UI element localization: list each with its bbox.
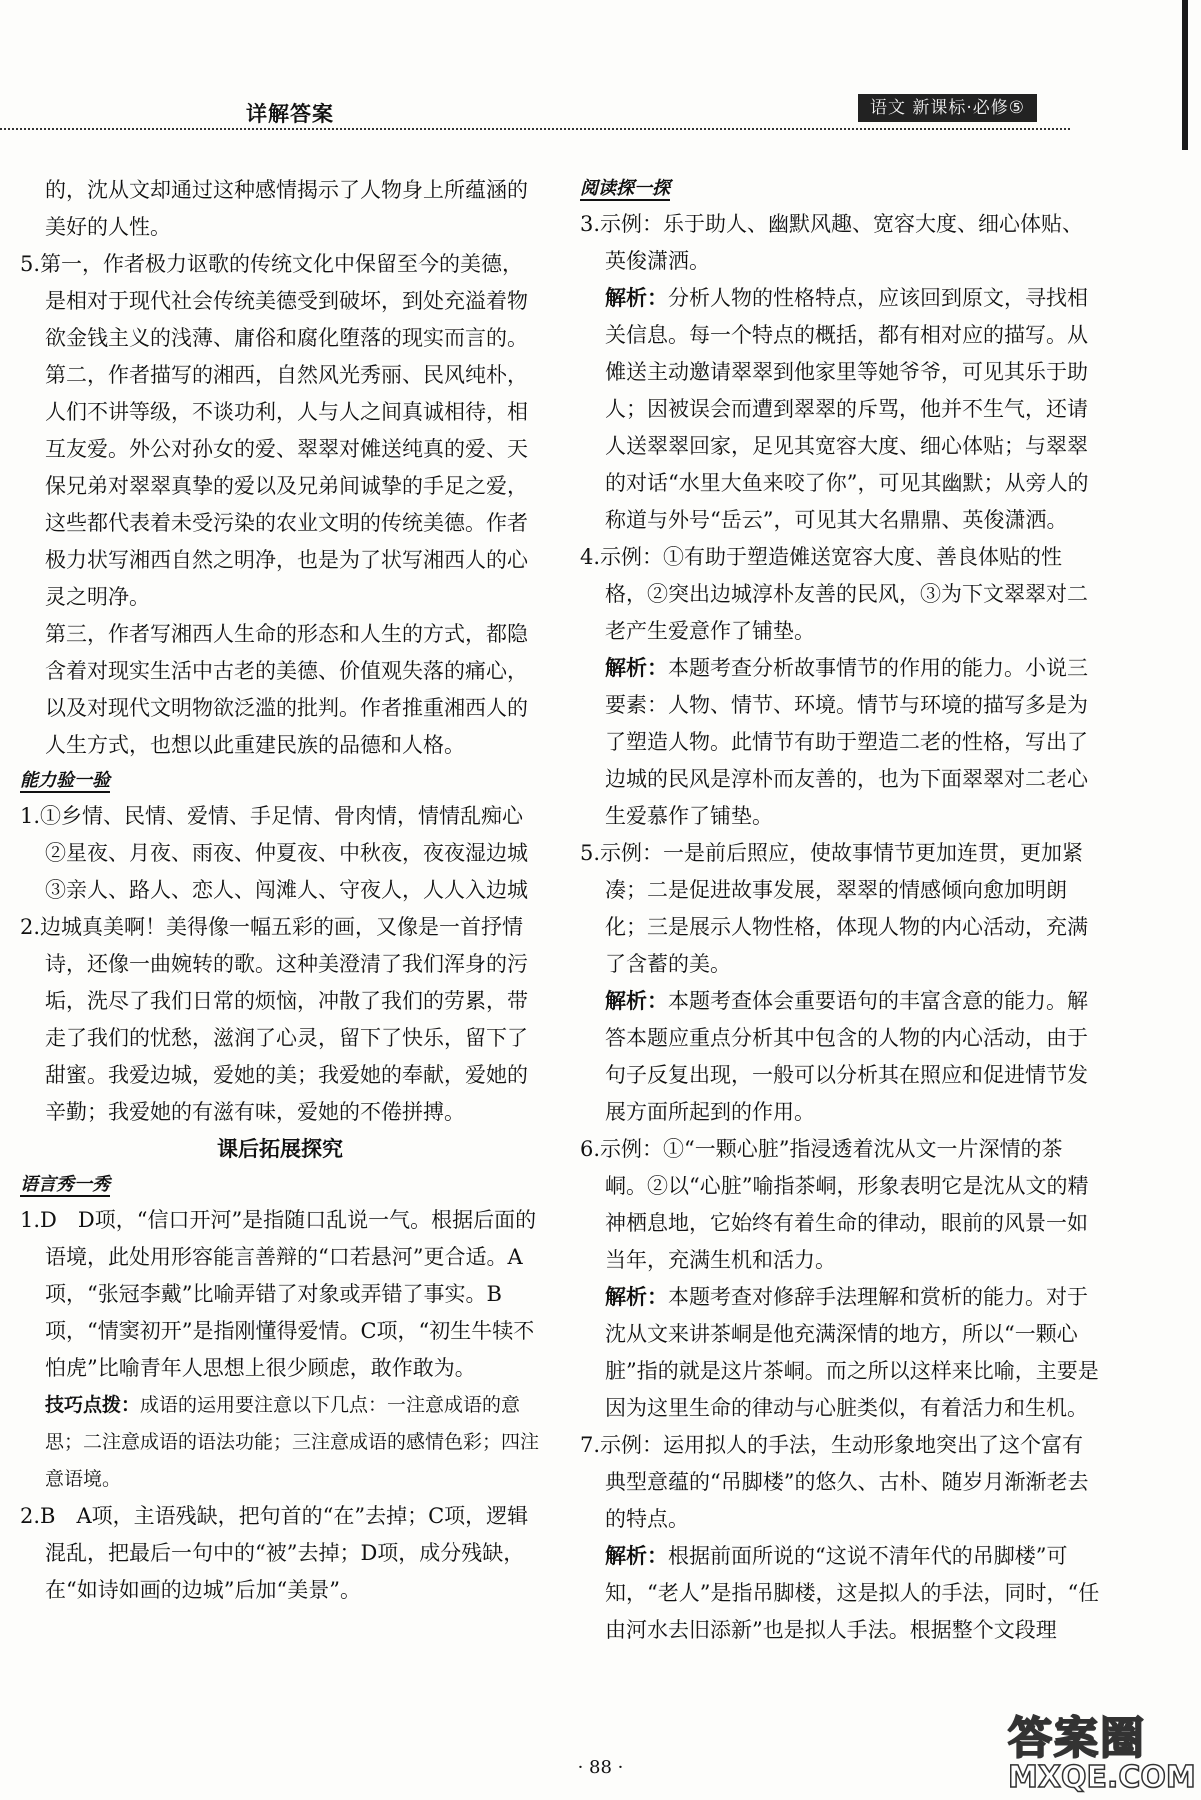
answer-item-1: 1.①乡情、民情、爱情、手足情、骨肉情，情情乱痴心 [20,804,524,828]
paragraph: 第二，作者描写的湘西，自然风光秀丽、民风纯朴，人们不讲等级，不谈功利，人与人之间真诚相待，相互友爱。外公对孙女的爱、翠翠对傩送纯真的爱、天保兄弟对翠翠真挚的爱以及兄弟间诚挚的手足之爱，这些都代表着未受污染的农业文明的传统美德。作者极力状写湘西自然之明净，也是为了状写湘西人的心灵之明净。 [45,363,528,609]
analysis-label: 解析： [605,989,668,1013]
tip-note [20,1387,540,1498]
header-rule [0,128,1070,130]
paragraph: 的，沈从文却通过这种感情揭示了人物身上所蕴涵的美好的人性。 [45,178,528,239]
answer-item-4: 4.示例：①有助于塑造傩送宽容大度、善良体贴的性格，②突出边城淳朴友善的民风，③为下文翠翠对二老产生爱意作了铺垫。 [580,545,1088,643]
analysis: 解析：本题考查分析故事情节的作用的能力。小说三要素：人物、情节、环境。情节与环境的描写多是为了塑造人物。此情节有助于塑造二老的性格，写出了边城的民风是淳朴而友善的，也为下面翠翠对二老心生爱慕作了铺垫。 [605,656,1088,828]
watermark-url: MXQE.COM [1008,1760,1196,1795]
answer-line: ③亲人、路人、恋人、闯滩人、守夜人，人人入边城 [45,878,528,902]
header-title: 详解答案 [246,102,334,126]
section-heading: 语言秀一秀 [20,1174,110,1195]
watermark-logo [1008,1702,1196,1795]
analysis: 解析：根据前面所说的“这说不清年代的吊脚楼”可知，“老人”是指吊脚楼，这是拟人的手法，同时，“任由河水去旧添新”也是拟人手法。根据整个文段理 [605,1544,1100,1642]
answer-item-1: 1.D D项，“信口开河”是指随口乱说一气。根据后面的语境，此处用形容能言善辩的“口若悬河”更合适。A项，“张冠李戴”比喻弄错了对象或弄错了事实。B项，“情窦初开”是指刚懂得爱情。C项，“初生牛犊不怕虎”比喻青年人思想上很少顾虑，敢作敢为。 [20,1208,537,1380]
section-heading: 能力验一验 [20,770,110,791]
page-number: · 88 · [577,1757,624,1778]
section-title: 课后拓展探究 [217,1137,343,1161]
tip-text: 成语的运用要注意以下几点：一注意成语的意思；二注意成语的语法功能；三注意成语的感情色彩；四注意语境。 [45,1394,540,1490]
answer-line: ②星夜、月夜、雨夜、仲夏夜、中秋夜，夜夜湿边城 [45,841,528,865]
answer-item-2: 2.边城真美啊！美得像一幅五彩的画，又像是一首抒情诗，还像一曲婉转的歌。这种美澄清了我们浑身的污垢，洗尽了我们日常的烦恼，冲散了我们的劳累，带走了我们的忧愁，滋润了心灵，留下了快乐，留下了甜蜜。我爱边城，爱她的美；我爱她的奉献，爱她的辛勤；我爱她的有滋有味，爱她的不倦拼搏。 [20,915,528,1124]
answer-item-6: 6.示例：①“一颗心脏”指浸透着沈从文一片深情的茶峒。②以“心脏”喻指茶峒，形象表明它是沈从文的精神栖息地，它始终有着生命的律动，眼前的风景一如当年，充满生机和活力。 [580,1137,1089,1272]
section-heading: 阅读探一探 [580,178,670,199]
paragraph: 第三，作者写湘西人生命的形态和人生的方式，都隐含着对现实生活中古老的美德、价值观失落的痛心，以及对现代文明物欲泛滥的批判。作者推重湘西人的人生方式，也想以此重建民族的品德和人格。 [45,622,528,757]
analysis-label: 解析： [605,1544,668,1568]
tip-label: 技巧点拨： [45,1394,141,1416]
answer-item-5: 5.第一，作者极力讴歌的传统文化中保留至今的美德，是相对于现代社会传统美德受到破坏，到处充溢着物欲金钱主义的浅薄、庸俗和腐化堕落的现实而言的。 [20,252,528,350]
analysis: 解析：本题考查体会重要语句的丰富含意的能力。解答本题应重点分析其中包含的人物的内心活动，由于句子反复出现，一般可以分析其在照应和促进情节发展方面所起到的作用。 [605,989,1088,1124]
header-tag: 语文 新课标·必修⑤ [858,94,1037,122]
margin-bar [1182,0,1188,150]
analysis: 解析：分析人物的性格特点，应该回到原文，寻找相关信息。每一个特点的概括，都有相对应的描写。从傩送主动邀请翠翠到他家里等她爷爷，可见其乐于助人；因被误会而遭到翠翠的斥骂，他并不生气，还请人送翠翠回家，足见其宽容大度、细心体贴；与翠翠的对话“水里大鱼来咬了你”，可见其幽默；从旁人的称道与外号“岳云”，可见其大名鼎鼎、英俊潇洒。 [605,286,1089,532]
watermark-text: 答案圈 [1008,1713,1146,1764]
analysis: 解析：本题考查对修辞手法理解和赏析的能力。对于沈从文来讲茶峒是他充满深情的地方，所以“一颗心脏”指的就是这片茶峒。而之所以这样来比喻，主要是因为这里生命的律动与心脏类似，有着活力和生机。 [605,1285,1099,1420]
answer-item-2: 2.B A项，主语残缺，把句首的“在”去掉；C项，逻辑混乱，把最后一句中的“被”去掉；D项，成分残缺，在“如诗如画的边城”后加“美景”。 [20,1504,529,1602]
analysis-label: 解析： [605,286,668,310]
right-column [580,172,1100,1649]
answer-item-5: 5.示例：一是前后照应，使故事情节更加连贯，更加紧凑；二是促进故事发展，翠翠的情感倾向愈加明朗化；三是展示人物性格，体现人物的内心活动，充满了含蓄的美。 [580,841,1088,976]
analysis-label: 解析： [605,656,668,680]
answer-item-7: 7.示例：运用拟人的手法，生动形象地突出了这个富有典型意蕴的“吊脚楼”的悠久、古朴、随岁月渐渐老去的特点。 [580,1433,1089,1531]
analysis-label: 解析： [605,1285,668,1309]
left-column [20,172,540,1609]
answer-item-3: 3.示例：乐于助人、幽默风趣、宽容大度、细心体贴、英俊潇洒。 [580,212,1084,273]
